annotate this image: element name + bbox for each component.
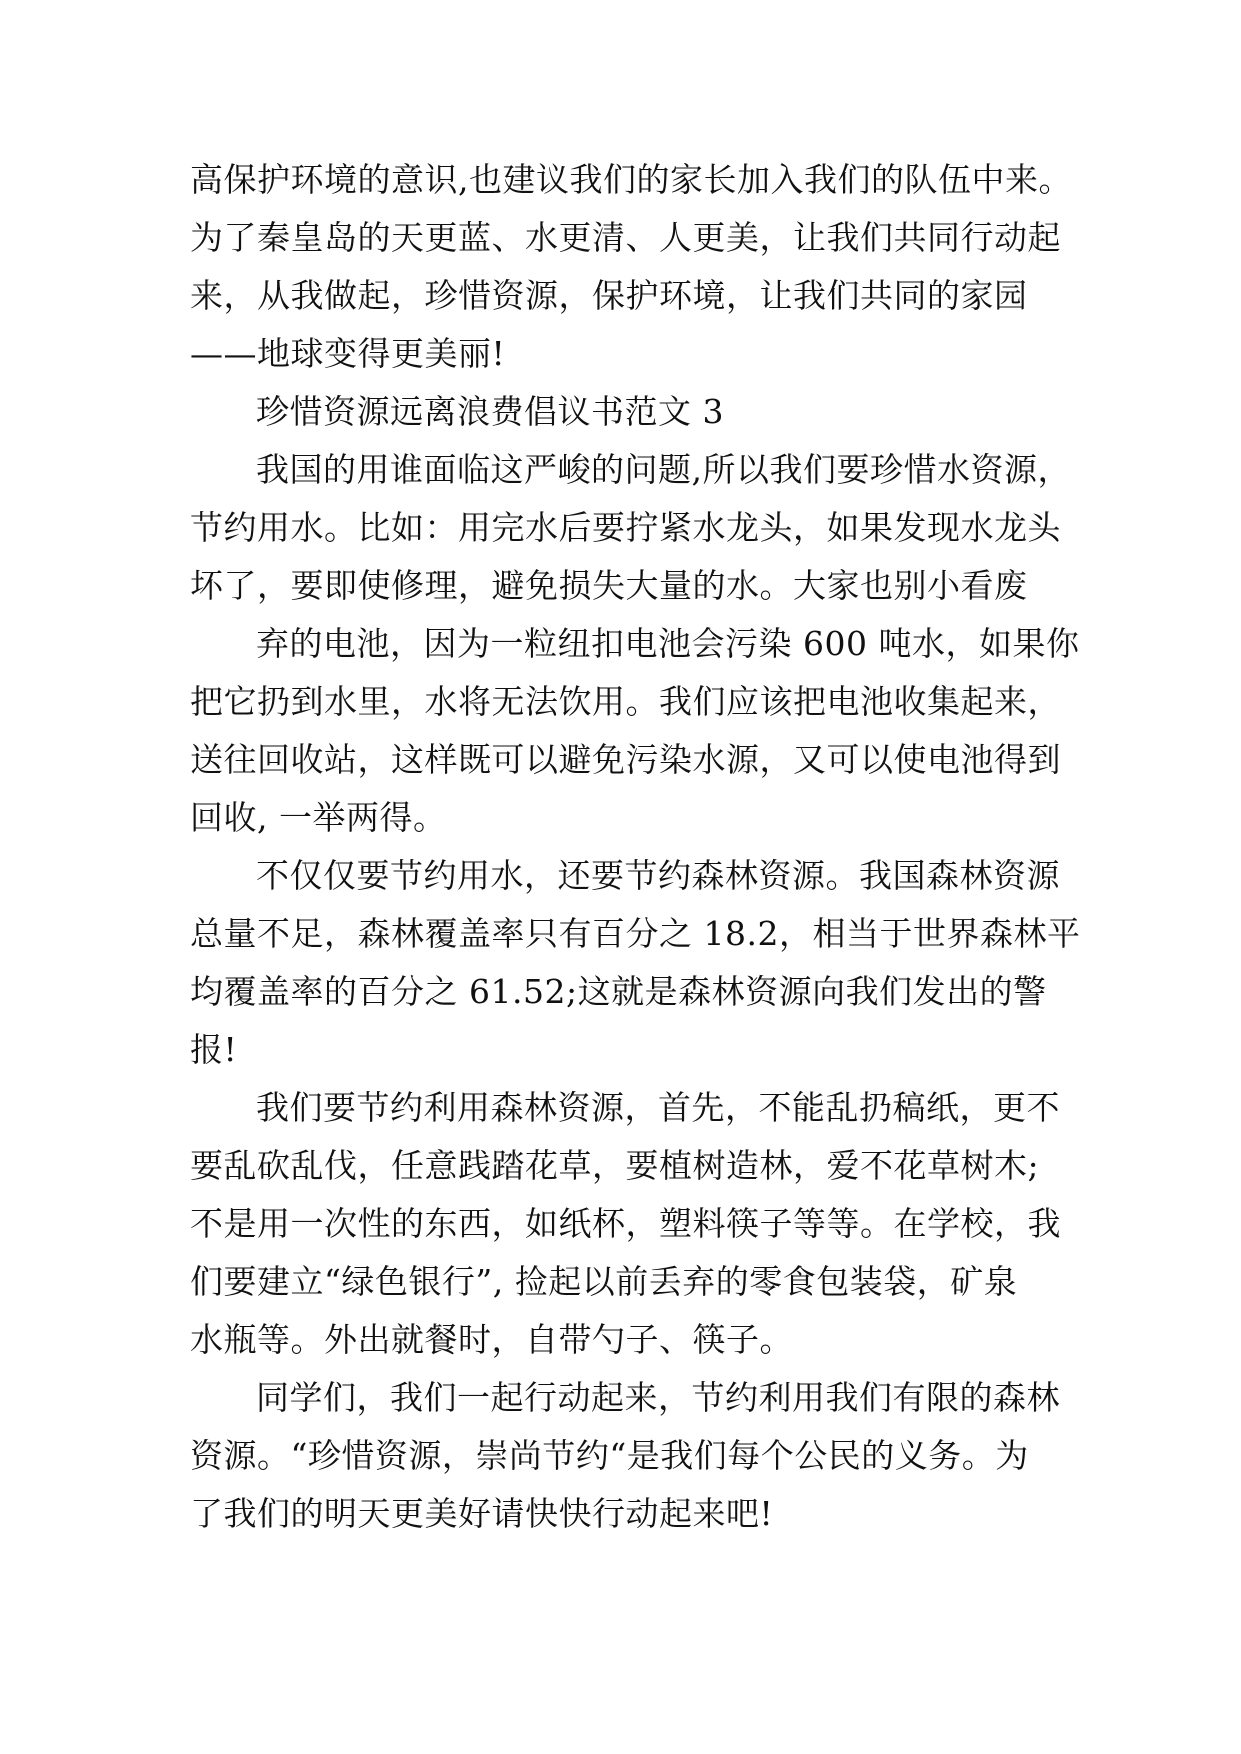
body-text-line: 弃的电池，因为一粒纽扣电池会污染 600 吨水，如果你: [256, 624, 1080, 663]
body-text-line: 总量不足，森林覆盖率只有百分之 18.2，相当于世界森林平: [190, 914, 1081, 953]
body-text-line: 我们要节约利用森林资源，首先，不能乱扔稿纸，更不: [256, 1088, 1060, 1127]
body-text-line: 要乱砍乱伐，任意践踏花草，要植树造林，爱不花草树木;: [190, 1146, 1040, 1185]
body-text-line: 坏了，要即使修理，避免损失大量的水。大家也别小看废: [190, 566, 1028, 605]
body-text-line: 来，从我做起，珍惜资源，保护环境，让我们共同的家园: [190, 276, 1028, 315]
section-heading: 珍惜资源远离浪费倡议书范文 3: [256, 392, 724, 431]
body-text-line: 了我们的明天更美好请快快行动起来吧!: [190, 1494, 774, 1533]
body-text-line: ——地球变得更美丽!: [190, 334, 506, 373]
body-text-line: 们要建立“绿色银行”, 捡起以前丢弃的零食包装袋，矿泉: [190, 1262, 1018, 1301]
body-text-line: 水瓶等。外出就餐时，自带勺子、筷子。: [190, 1320, 793, 1359]
body-text-line: 我国的用谁面临这严峻的问题,所以我们要珍惜水资源，: [256, 450, 1071, 489]
body-text-line: 为了秦皇岛的天更蓝、水更清、人更美，让我们共同行动起: [190, 218, 1061, 257]
body-text-line: 报!: [190, 1030, 238, 1069]
body-text-line: 不仅仅要节约用水，还要节约森林资源。我国森林资源: [256, 856, 1060, 895]
body-text-line: 送往回收站，这样既可以避免污染水源，又可以使电池得到: [190, 740, 1061, 779]
body-text-line: 节约用水。比如：用完水后要拧紧水龙头，如果发现水龙头: [190, 508, 1061, 547]
body-text-line: 回收, 一举两得。: [190, 798, 447, 837]
body-text-line: 同学们，我们一起行动起来，节约利用我们有限的森林: [256, 1378, 1060, 1417]
body-text-line: 不是用一次性的东西，如纸杯，塑料筷子等等。在学校，我: [190, 1204, 1061, 1243]
body-text-line: 资源。“珍惜资源，崇尚节约“是我们每个公民的义务。为: [190, 1436, 1029, 1475]
body-text-line: 均覆盖率的百分之 61.52;这就是森林资源向我们发出的警: [190, 972, 1047, 1011]
body-text-line: 高保护环境的意识,也建议我们的家长加入我们的队伍中来。: [190, 160, 1072, 199]
body-text-line: 把它扔到水里，水将无法饮用。我们应该把电池收集起来，: [190, 682, 1061, 721]
